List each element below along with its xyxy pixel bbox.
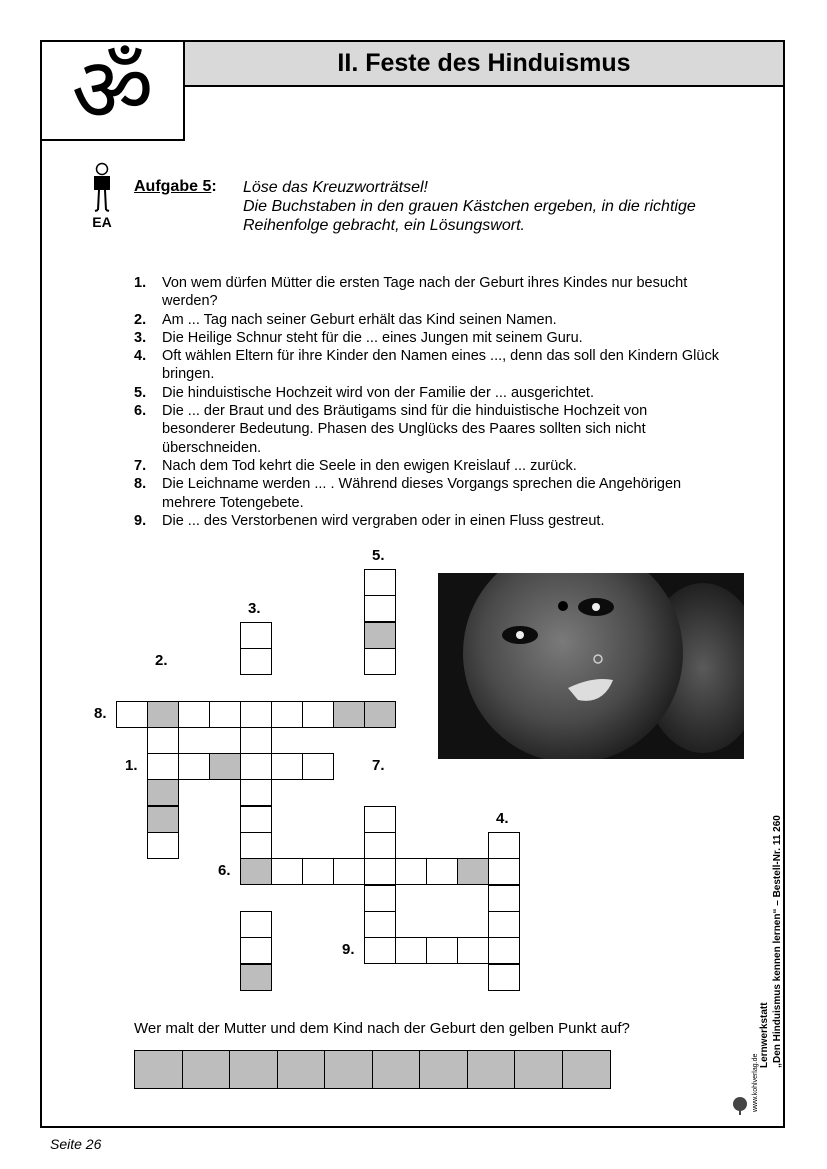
solution-box[interactable]: [277, 1050, 326, 1089]
crossword-cell[interactable]: [240, 727, 272, 754]
page-number: Seite 26: [50, 1136, 102, 1152]
clue-number-label: 6.: [218, 862, 231, 880]
clue-text: Die Heilige Schnur steht für die ... eines Jungen mit seinem Guru.: [162, 329, 583, 346]
clue-text: Die ... der Braut und des Bräutigams sind für die hinduistische Hochzeit von besonderer Bedeutung. Phasen des Unglücks des Paares sollten sich nicht überschneiden.: [162, 403, 648, 456]
task-line: Die Buchstaben in den grauen Kästchen ergeben, in die richtige: [243, 198, 696, 215]
solution-box[interactable]: [419, 1050, 468, 1089]
task-label: [134, 178, 217, 196]
clue-number: 7.: [134, 457, 147, 474]
clue-number-label: 1.: [125, 757, 138, 775]
crossword-cell[interactable]: [271, 753, 303, 780]
crossword-cell[interactable]: [364, 858, 396, 885]
crossword-cell-solution[interactable]: [333, 701, 365, 728]
clue-item: [134, 311, 724, 329]
clue-number-label: 3.: [248, 599, 261, 617]
clue-number: 2.: [134, 311, 147, 328]
person-icon: [88, 162, 116, 214]
clue-item: [134, 329, 724, 347]
sidebar-text: [758, 815, 784, 1068]
crossword-cell[interactable]: [364, 911, 396, 938]
task-line: Löse das Kreuzworträtsel!: [243, 179, 428, 196]
crossword-cell[interactable]: [147, 753, 179, 780]
clue-item: [134, 347, 724, 384]
clue-item: [134, 402, 724, 457]
clue-text: Oft wählen Eltern für ihre Kinder den Namen eines ..., denn das soll den Kindern Glück bringen.: [162, 348, 719, 383]
solution-box[interactable]: [182, 1050, 231, 1089]
clue-number: 9.: [134, 512, 147, 529]
clue-text: Nach dem Tod kehrt die Seele in den ewigen Kreislauf ... zurück.: [162, 457, 577, 474]
crossword-cell[interactable]: [240, 648, 272, 675]
clue-item: [134, 512, 724, 530]
crossword-cell[interactable]: [488, 964, 520, 991]
crossword-cell[interactable]: [302, 858, 334, 885]
solution-box[interactable]: [372, 1050, 421, 1089]
ea-badge: EA: [92, 214, 112, 230]
crossword-cell[interactable]: [302, 753, 334, 780]
crossword-cell[interactable]: [240, 937, 272, 964]
clue-item: [134, 475, 724, 512]
solution-box[interactable]: [229, 1050, 278, 1089]
crossword-cell[interactable]: [240, 806, 272, 833]
clue-text: Am ... Tag nach seiner Geburt erhält das Kind seinen Namen.: [162, 311, 557, 328]
crossword-cell[interactable]: [488, 832, 520, 859]
clue-number: 3.: [134, 329, 147, 346]
crossword-cell-solution[interactable]: [147, 779, 179, 806]
crossword-cell-solution[interactable]: [457, 858, 489, 885]
crossword-cell[interactable]: [302, 701, 334, 728]
clue-item: [134, 384, 724, 402]
crossword-cell[interactable]: [178, 753, 210, 780]
clue-text: Die Leichname werden ... . Während dieses Vorgangs sprechen die Angehörigen mehrere Totengebete.: [162, 476, 682, 511]
clue-item: [134, 274, 724, 311]
crossword-cell[interactable]: [147, 727, 179, 754]
crossword-cell[interactable]: [333, 858, 365, 885]
crossword-cell[interactable]: [426, 937, 458, 964]
crossword-cell-solution[interactable]: [147, 806, 179, 833]
crossword-cell[interactable]: [271, 858, 303, 885]
clue-number-label: 2.: [155, 652, 168, 670]
crossword-cell[interactable]: [271, 701, 303, 728]
clue-text: Die ... des Verstorbenen wird vergraben oder in einen Fluss gestreut.: [162, 512, 605, 529]
task-line: Reihenfolge gebracht, ein Lösungswort.: [243, 217, 525, 234]
crossword-cell[interactable]: [240, 622, 272, 649]
solution-box[interactable]: [324, 1050, 373, 1089]
kohl-tree-icon: [730, 1096, 750, 1116]
task-label-text: Aufgabe 5: [134, 178, 212, 195]
clue-number-label: 9.: [342, 941, 355, 959]
crossword-cell[interactable]: [395, 858, 427, 885]
crossword-cell[interactable]: [364, 885, 396, 912]
logo-box: [40, 37, 185, 143]
crossword-cell[interactable]: [147, 832, 179, 859]
clue-number-label: 8.: [94, 704, 107, 722]
solution-boxes: [134, 1050, 609, 1089]
clue-number-label: 7.: [372, 757, 385, 775]
clue-number-label: 5.: [372, 547, 385, 564]
photo-image: [438, 573, 744, 759]
sidebar-line1: Lernwerkstatt: [759, 1002, 770, 1068]
photo-mother-child: [438, 573, 744, 759]
crossword-cell-solution[interactable]: [240, 858, 272, 885]
crossword-cell-solution[interactable]: [147, 701, 179, 728]
crossword-cell[interactable]: [488, 937, 520, 964]
crossword-cell-solution[interactable]: [240, 964, 272, 991]
crossword-cell[interactable]: [364, 937, 396, 964]
crossword-cell[interactable]: [240, 911, 272, 938]
clue-list: [134, 274, 724, 530]
crossword-cell[interactable]: [364, 595, 396, 622]
crossword-cell-solution[interactable]: [364, 701, 396, 728]
clue-number: 8.: [134, 476, 147, 493]
solution-box[interactable]: [467, 1050, 516, 1089]
crossword-cell[interactable]: [488, 911, 520, 938]
crossword-cell-solution[interactable]: [209, 753, 241, 780]
crossword-cell[interactable]: [240, 701, 272, 728]
crossword-cell[interactable]: [364, 832, 396, 859]
clue-number: 5.: [134, 384, 147, 401]
crossword-cell[interactable]: [364, 806, 396, 833]
crossword-cell[interactable]: [240, 832, 272, 859]
crossword-cell[interactable]: [395, 937, 427, 964]
solution-box[interactable]: [562, 1050, 611, 1089]
task-instructions: [243, 178, 723, 235]
sidebar-line2: „Den Hinduismus kennen lernen“ – Bestell-Nr. 11 260: [772, 815, 783, 1068]
crossword-cell[interactable]: [240, 779, 272, 806]
publisher-url: www.kohlverlag.de: [752, 1053, 759, 1112]
clue-item: [134, 457, 724, 475]
crossword-cell[interactable]: [116, 701, 148, 728]
crossword-cell[interactable]: [488, 858, 520, 885]
crossword-cell[interactable]: [178, 701, 210, 728]
om-icon: ॐ: [71, 37, 154, 143]
clue-number-label: 4.: [496, 810, 509, 827]
crossword-cell[interactable]: [488, 885, 520, 912]
solution-box[interactable]: [514, 1050, 563, 1089]
crossword-cell[interactable]: [457, 937, 489, 964]
crossword-cell[interactable]: [364, 648, 396, 675]
crossword-cell[interactable]: [209, 701, 241, 728]
clue-text: Die hinduistische Hochzeit wird von der Familie der ... ausgerichtet.: [162, 384, 594, 401]
clue-text: Von wem dürfen Mütter die ersten Tage nach der Geburt ihres Kindes nur besucht werden?: [162, 275, 688, 310]
solution-question: Wer malt der Mutter und dem Kind nach der Geburt den gelben Punkt auf?: [134, 1020, 630, 1037]
crossword-cell[interactable]: [426, 858, 458, 885]
title-bar: [185, 40, 785, 87]
clue-number: 4.: [134, 348, 147, 365]
crossword-cell-solution[interactable]: [364, 622, 396, 649]
task-label-colon: :: [211, 178, 217, 195]
page-title: II. Feste des Hinduismus: [337, 49, 631, 77]
crossword-cell[interactable]: [364, 569, 396, 596]
clue-number: 1.: [134, 275, 147, 291]
solution-box[interactable]: [134, 1050, 183, 1089]
clue-number: 6.: [134, 403, 147, 420]
